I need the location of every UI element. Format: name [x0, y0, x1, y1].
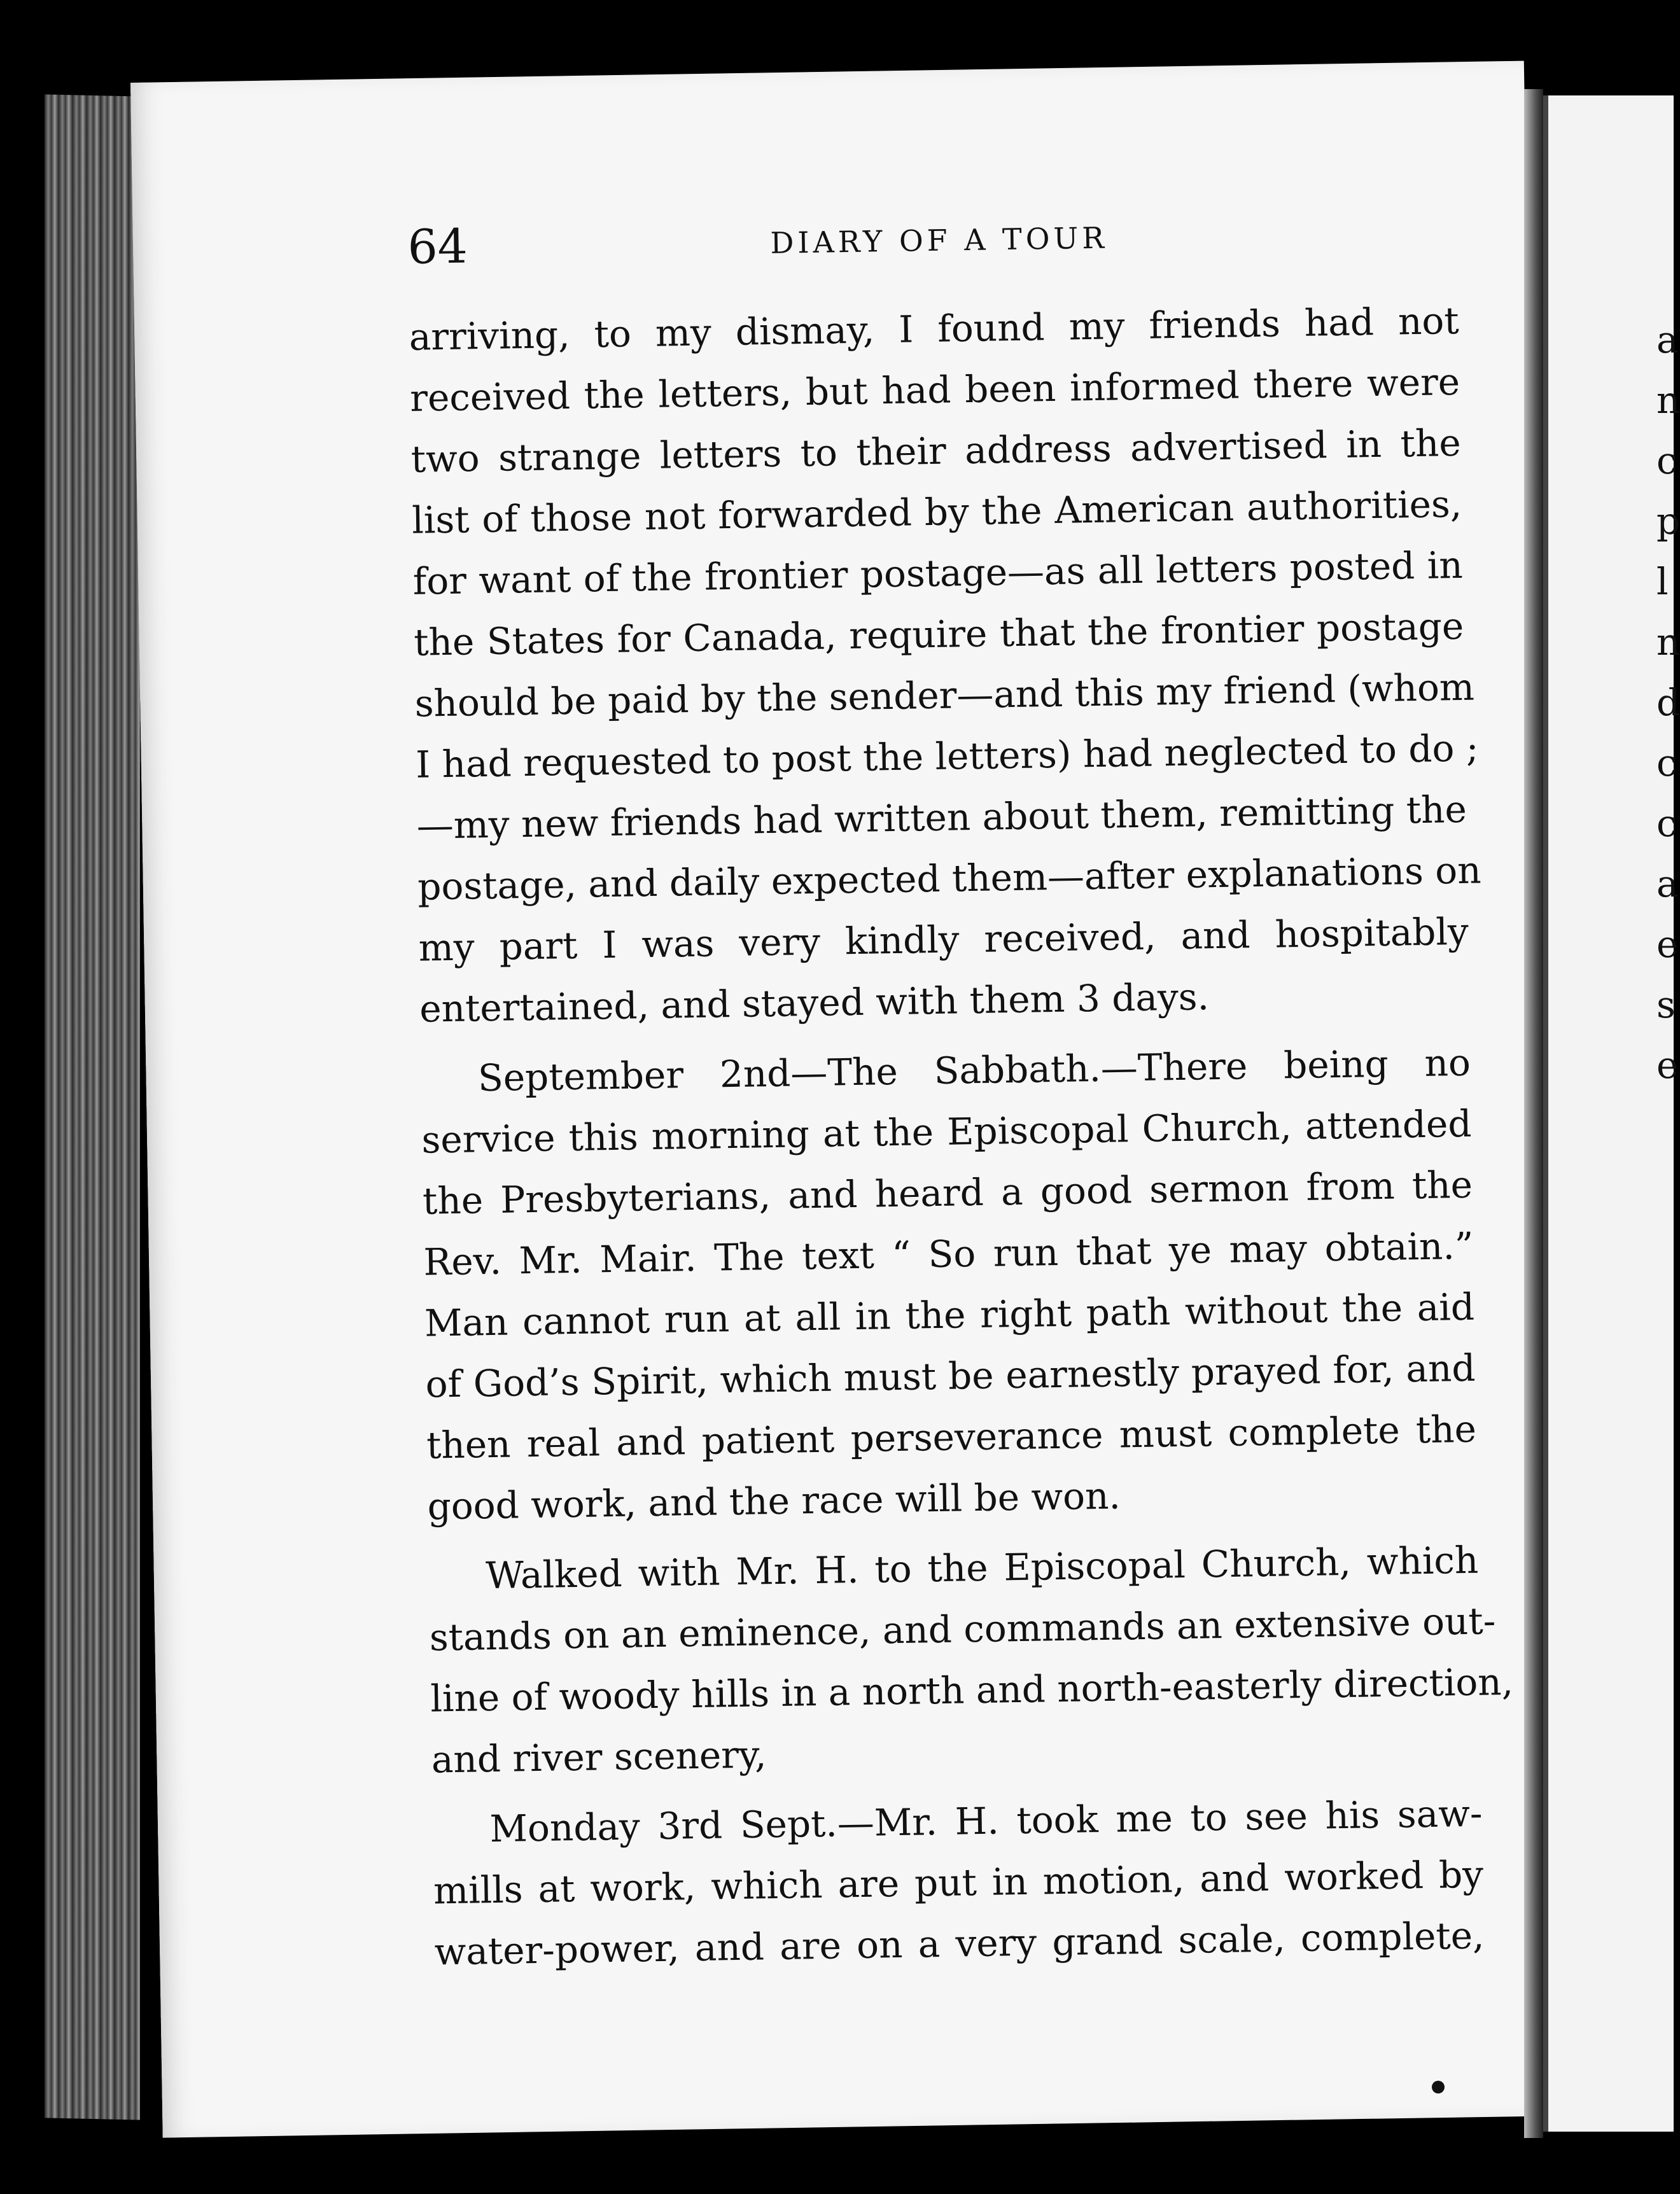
text-line: and river scenery,: [431, 1733, 767, 1782]
text-line: Rev. Mr. Mair. The text “ So run that ye may obtain.”: [423, 1224, 1474, 1284]
text-line: for want of the frontier postage—as all letters posted in: [412, 543, 1464, 603]
text-line: arriving, to my dismay, I found my friends had not: [409, 298, 1460, 359]
text-line: mills at work, which are put in motion, and worked by: [433, 1852, 1484, 1913]
facing-page: [1543, 95, 1680, 2132]
text-line: received the letters, but had been informed there were: [409, 360, 1460, 420]
facing-fragment: p: [1656, 500, 1680, 543]
facing-fragment: s: [1656, 983, 1676, 1026]
page-number: 64: [407, 219, 468, 275]
text-line: of God’s Spirit, which must be earnestly prayed for, and: [425, 1346, 1476, 1406]
facing-fragment: e: [1656, 1044, 1679, 1087]
text-line: list of those not forwarded by the American authorities,: [411, 482, 1462, 542]
facing-fragment: a: [1656, 862, 1679, 905]
text-line: Man cannot run at all in the right path without the aid: [424, 1285, 1475, 1345]
text-line: good work, and the race will be won.: [427, 1474, 1121, 1528]
text-line: service this morning at the Episcopal Church, attended: [421, 1101, 1472, 1162]
text-line: water-power, and are on a very grand scale, complete,: [434, 1913, 1485, 1974]
facing-fragment: n: [1656, 379, 1680, 422]
facing-fragment: c: [1656, 439, 1677, 482]
text-line: entertained, and stayed with them 3 days.: [419, 975, 1210, 1031]
ink-spot: [1432, 2081, 1445, 2093]
text-line: the States for Canada, require that the frontier postage: [413, 604, 1464, 664]
paragraph: [409, 290, 1482, 1040]
text-line: then real and patient perseverance must complete the: [426, 1407, 1477, 1467]
text-line: I had requested to post the letters) had neglected to do ;: [415, 726, 1479, 786]
text-line: Monday 3rd Sept.—Mr. H. took me to see his saw-: [489, 1791, 1483, 1851]
gutter-shadow: [1524, 89, 1543, 2138]
text-line: postage, and daily expected them—after explanations on: [417, 848, 1482, 909]
facing-fragment: n: [1656, 620, 1680, 664]
text-line: stands on an eminence, and commands an extensive out-: [429, 1599, 1496, 1659]
text-line: the Presbyterians, and heard a good sermon from the: [422, 1163, 1473, 1223]
text-line: should be paid by the sender—and this my friend (whom: [414, 665, 1475, 725]
paragraph: [428, 1530, 1514, 1791]
text-line: Walked with Mr. H. to the Episcopal Church, which: [485, 1538, 1479, 1598]
text-line: September 2nd—The Sabbath.—There being no: [477, 1040, 1471, 1100]
running-title: DIARY OF A TOUR: [770, 220, 1109, 260]
facing-fragment: c: [1656, 802, 1677, 845]
facing-fragment: e: [1656, 923, 1679, 966]
page-text: [280, 207, 1514, 1985]
text-line: my part I was very kindly received, and hospitably: [418, 909, 1469, 970]
book-page-edges: [45, 94, 140, 2120]
text-line: line of woody hills in a north and north-easterly direction,: [430, 1659, 1514, 1721]
running-head: [280, 207, 1452, 283]
facing-fragment: d: [1656, 681, 1680, 724]
facing-fragment: a: [1656, 318, 1679, 361]
text-line: two strange letters to their address advertised in the: [410, 421, 1462, 481]
facing-fragment: c: [1656, 741, 1677, 785]
text-line: —my new friends had written about them, remitting the: [416, 787, 1467, 848]
paragraph: [432, 1783, 1485, 1983]
facing-fragment: l: [1656, 560, 1669, 603]
paragraph: [420, 1032, 1478, 1537]
